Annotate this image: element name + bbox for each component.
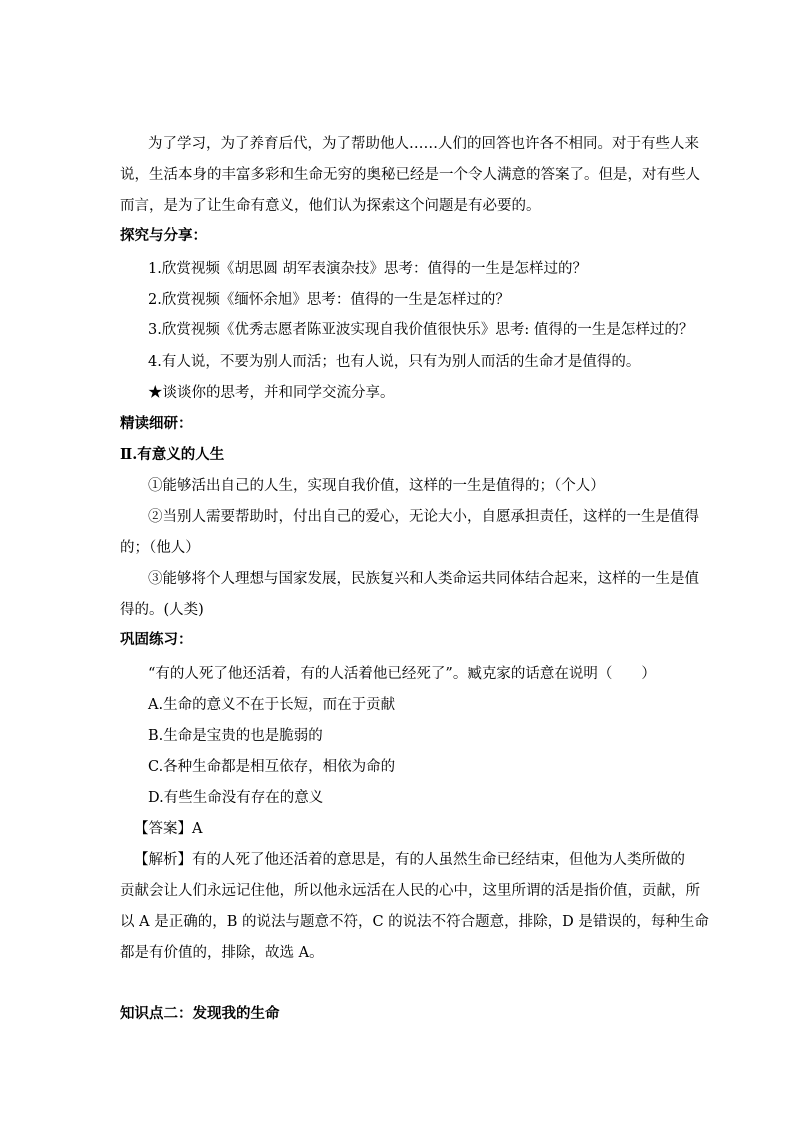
practice-answer: 【答案】A bbox=[134, 821, 203, 837]
explore-item-3: 3.欣赏视频《优秀志愿者陈亚波实现自我价值很快乐》思考: 值得的一生是怎样过的？ bbox=[148, 322, 694, 338]
study-subheading: Ⅱ.有意义的人生 bbox=[120, 446, 225, 463]
study-point-2-line-2: 的；（他人） bbox=[120, 540, 200, 556]
study-point-3-line-2: 得的。(人类) bbox=[120, 602, 204, 618]
practice-analysis-line-2: 贡献会让人们永远记住他，所以他永远活在人民的心中，这里所谓的活是指价值，贡献，所 bbox=[120, 883, 700, 899]
study-point-3-line-1: ③能够将个人理想与国家发展，民族复兴和人类命运共同体结合起来，这样的一生是值 bbox=[148, 571, 699, 587]
intro-line-3: 而言，是为了让生命有意义，他们认为探索这个问题是有必要的。 bbox=[120, 198, 541, 214]
explore-item-1: 1.欣赏视频《胡思圆 胡军表演杂技》思考：值得的一生是怎样过的？ bbox=[148, 261, 587, 277]
practice-heading: 巩固练习： bbox=[120, 631, 193, 648]
study-heading: 精读细研： bbox=[120, 415, 193, 432]
explore-star-note: ★谈谈你的思考，并和同学交流分享。 bbox=[148, 385, 395, 401]
intro-line-1: 为了学习，为了养育后代，为了帮助他人……人们的回答也许各不相同。对于有些人来 bbox=[148, 136, 699, 152]
section-2-heading: 知识点二：发现我的生命 bbox=[120, 1005, 280, 1022]
study-point-2-line-1: ②当别人需要帮助时，付出自己的爱心，无论大小，自愿承担责任，这样的一生是值得 bbox=[148, 509, 699, 525]
practice-option-a: A.生命的意义不在于长短，而在于贡献 bbox=[148, 697, 396, 713]
practice-option-d: D.有些生命没有存在的意义 bbox=[148, 790, 324, 806]
practice-analysis-line-3: 以 A 是正确的，B 的说法与题意不符，C 的说法不符合题意，排除，D 是错误的，每种生命 bbox=[120, 914, 709, 930]
study-point-1: ①能够活出自己的人生，实现自我价值，这样的一生是值得的；（个人） bbox=[148, 478, 605, 494]
practice-question: “有的人死了他还活着，有的人活着他已经死了”。臧克家的话意在说明（ ） bbox=[148, 666, 656, 682]
explore-heading: 探究与分享： bbox=[120, 227, 207, 244]
intro-line-2: 说，生活本身的丰富多彩和生命无穷的奥秘已经是一个令人满意的答案了。但是，对有些人 bbox=[120, 167, 700, 183]
practice-analysis-line-4: 都是有价值的，排除，故选 A。 bbox=[120, 945, 324, 961]
practice-option-b: B.生命是宝贵的也是脆弱的 bbox=[148, 728, 323, 744]
practice-analysis-line-1: 【解析】有的人死了他还活着的意思是，有的人虽然生命已经结束，但他为人类所做的 bbox=[134, 852, 685, 868]
practice-option-c: C.各种生命都是相互依存，相依为命的 bbox=[148, 759, 396, 775]
explore-item-4: 4.有人说，不要为别人而活；也有人说，只有为别人而活的生命才是值得的。 bbox=[148, 354, 641, 370]
explore-item-2: 2.欣赏视频《缅怀余旭》思考：值得的一生是怎样过的？ bbox=[148, 292, 510, 308]
